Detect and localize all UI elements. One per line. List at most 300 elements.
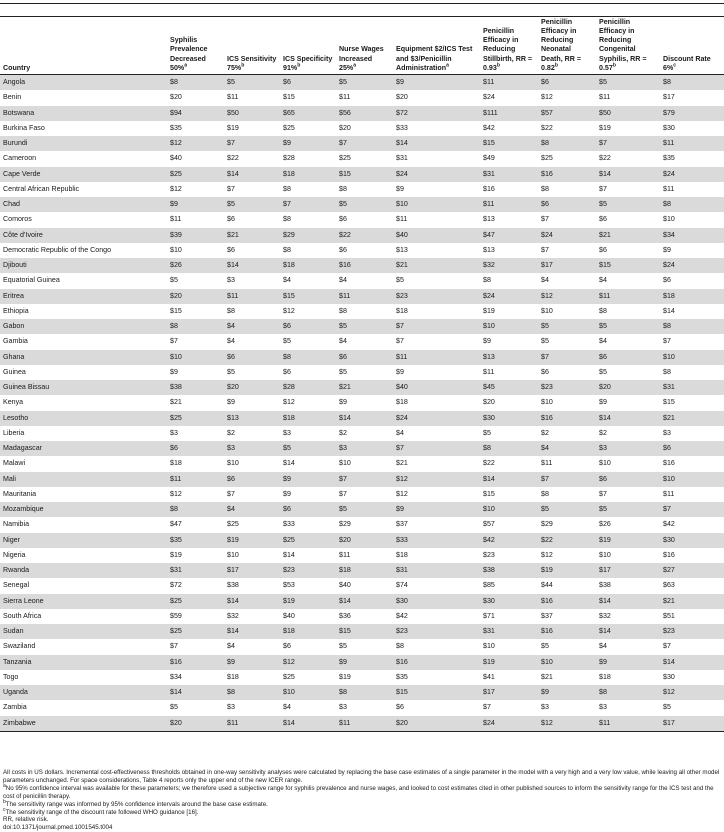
value-cell: $6 [660,441,724,456]
value-cell: $5 [280,441,336,456]
column-header: Penicillin Efficacy in Reducing Stillbirth, RR = 0.93$^b$ [480,17,538,75]
value-cell: $8 [336,685,393,700]
value-cell: $47 [167,517,224,532]
country-cell: Nigeria [0,548,167,563]
value-cell: $35 [167,533,224,548]
value-cell: $3 [596,700,660,715]
value-cell: $13 [224,411,280,426]
value-cell: $40 [167,151,224,166]
value-cell: $45 [480,380,538,395]
table-row [0,670,724,685]
value-cell: $29 [280,228,336,243]
table-row [0,380,724,395]
value-cell: $11 [393,350,480,365]
table-row [0,136,724,151]
value-cell: $11 [480,197,538,212]
value-cell: $10 [167,243,224,258]
value-cell: $16 [538,594,596,609]
value-cell: $15 [280,90,336,105]
value-cell: $5 [480,426,538,441]
value-cell: $6 [224,243,280,258]
country-cell: Equatorial Guinea [0,273,167,288]
value-cell: $11 [167,472,224,487]
value-cell: $16 [336,258,393,273]
value-cell: $23 [280,563,336,578]
value-cell: $35 [393,670,480,685]
value-cell: $26 [167,258,224,273]
table-row [0,289,724,304]
value-cell: $10 [596,456,660,471]
value-cell: $37 [538,609,596,624]
value-cell: $11 [336,90,393,105]
value-cell: $14 [660,655,724,670]
value-cell: $19 [224,121,280,136]
value-cell: $14 [336,411,393,426]
table-row [0,121,724,136]
table-row [0,624,724,639]
country-cell: Liberia [0,426,167,441]
value-cell: $24 [480,90,538,105]
value-cell: $21 [660,411,724,426]
value-cell: $8 [660,75,724,91]
value-cell: $10 [660,472,724,487]
value-cell: $5 [224,75,280,91]
value-cell: $35 [660,151,724,166]
value-cell: $5 [224,365,280,380]
value-cell: $32 [480,258,538,273]
table-row [0,472,724,487]
value-cell: $31 [480,624,538,639]
value-cell: $5 [167,700,224,715]
value-cell: $8 [336,304,393,319]
value-cell: $9 [280,487,336,502]
value-cell: $12 [167,487,224,502]
value-cell: $8 [480,441,538,456]
value-cell: $50 [224,106,280,121]
value-cell: $8 [167,502,224,517]
value-cell: $6 [336,212,393,227]
country-cell: Uganda [0,685,167,700]
value-cell: $6 [538,197,596,212]
column-header: Equipment $2/ICS Test and $3/Penicillin Administration$^a$ [393,17,480,75]
value-cell: $12 [393,487,480,502]
value-cell: $21 [538,670,596,685]
value-cell: $9 [167,365,224,380]
value-cell: $4 [224,639,280,654]
table-row [0,700,724,715]
column-header: Country [0,17,167,75]
value-cell: $18 [660,289,724,304]
value-cell: $16 [538,167,596,182]
table-row [0,304,724,319]
value-cell: $25 [280,670,336,685]
value-cell: $4 [336,334,393,349]
value-cell: $17 [596,563,660,578]
value-cell: $11 [336,716,393,732]
country-cell: Ghana [0,350,167,365]
value-cell: $18 [393,548,480,563]
value-cell: $12 [167,136,224,151]
value-cell: $9 [280,472,336,487]
value-cell: $23 [660,624,724,639]
value-cell: $23 [393,624,480,639]
value-cell: $25 [167,167,224,182]
value-cell: $8 [224,304,280,319]
value-cell: $6 [336,350,393,365]
value-cell: $4 [336,273,393,288]
value-cell: $11 [224,289,280,304]
value-cell: $10 [538,304,596,319]
value-cell: $20 [480,395,538,410]
country-cell: Gambia [0,334,167,349]
value-cell: $39 [167,228,224,243]
value-cell: $7 [336,487,393,502]
value-cell: $79 [660,106,724,121]
value-cell: $19 [224,533,280,548]
value-cell: $7 [538,243,596,258]
value-cell: $22 [480,456,538,471]
column-header: ICS Sensitivity 75%$^b$ [224,17,280,75]
value-cell: $8 [167,75,224,91]
value-cell: $5 [538,502,596,517]
value-cell: $11 [596,90,660,105]
value-cell: $44 [538,578,596,593]
value-cell: $17 [480,685,538,700]
value-cell: $8 [538,182,596,197]
table-row [0,395,724,410]
value-cell: $7 [393,319,480,334]
value-cell: $24 [480,289,538,304]
value-cell: $4 [596,273,660,288]
value-cell: $33 [280,517,336,532]
value-cell: $12 [538,289,596,304]
value-cell: $7 [224,136,280,151]
country-cell: Madagascar [0,441,167,456]
value-cell: $19 [596,533,660,548]
value-cell: $8 [596,685,660,700]
table-row [0,563,724,578]
table-row [0,90,724,105]
table-row [0,639,724,654]
value-cell: $4 [538,441,596,456]
value-cell: $28 [280,380,336,395]
value-cell: $29 [538,517,596,532]
table-row [0,517,724,532]
table-row [0,350,724,365]
table-row [0,594,724,609]
column-header: Syphilis Prevalence Decreased 50%$^a$ [167,17,224,75]
value-cell: $9 [393,75,480,91]
value-cell: $25 [280,121,336,136]
value-cell: $6 [224,350,280,365]
country-cell: Comoros [0,212,167,227]
value-cell: $21 [393,258,480,273]
country-cell: Senegal [0,578,167,593]
table-row [0,258,724,273]
value-cell: $20 [336,121,393,136]
table-row [0,548,724,563]
value-cell: $31 [167,563,224,578]
value-cell: $20 [393,716,480,732]
country-cell: Angola [0,75,167,91]
value-cell: $8 [393,639,480,654]
value-cell: $9 [538,685,596,700]
country-cell: Swaziland [0,639,167,654]
value-cell: $9 [660,243,724,258]
value-cell: $31 [660,380,724,395]
value-cell: $3 [336,700,393,715]
value-cell: $6 [596,472,660,487]
value-cell: $21 [336,380,393,395]
value-cell: $19 [167,548,224,563]
value-cell: $111 [480,106,538,121]
value-cell: $20 [167,90,224,105]
table-row [0,533,724,548]
value-cell: $5 [660,700,724,715]
value-cell: $24 [393,167,480,182]
value-cell: $74 [393,578,480,593]
value-cell: $3 [336,441,393,456]
value-cell: $31 [393,151,480,166]
value-cell: $14 [596,167,660,182]
value-cell: $11 [224,90,280,105]
value-cell: $9 [336,655,393,670]
value-cell: $5 [538,334,596,349]
value-cell: $12 [280,655,336,670]
value-cell: $38 [480,563,538,578]
table-row [0,441,724,456]
country-cell: Democratic Republic of the Congo [0,243,167,258]
value-cell: $20 [596,380,660,395]
value-cell: $8 [538,136,596,151]
value-cell: $24 [538,228,596,243]
value-cell: $15 [480,487,538,502]
table-row [0,487,724,502]
value-cell: $8 [167,319,224,334]
value-cell: $10 [480,639,538,654]
country-cell: Namibia [0,517,167,532]
value-cell: $16 [480,182,538,197]
value-cell: $22 [538,533,596,548]
value-cell: $20 [167,716,224,732]
value-cell: $10 [660,350,724,365]
value-cell: $8 [280,243,336,258]
value-cell: $6 [596,212,660,227]
value-cell: $3 [167,426,224,441]
value-cell: $9 [224,655,280,670]
value-cell: $8 [660,365,724,380]
value-cell: $18 [224,670,280,685]
value-cell: $30 [660,533,724,548]
table-row [0,655,724,670]
value-cell: $35 [167,121,224,136]
country-cell: Cape Verde [0,167,167,182]
value-cell: $11 [480,75,538,91]
value-cell: $8 [660,197,724,212]
column-header: Penicillin Efficacy in Reducing Neonatal Death, RR = 0.82$^b$ [538,17,596,75]
value-cell: $7 [538,472,596,487]
footnote-general: All costs in US dollars. Incremental cost-effectiveness thresholds obtained in one-way sensitivity analyses were calculated by replacing the base case estimates of a single parameter in the model with a very high and a very low value, while leaving all other model parameters unchanged. For space considerations, Table 4 reports only the upper end of the new ICER range. [3,769,720,784]
table-header-row [0,17,724,75]
value-cell: $17 [538,258,596,273]
value-cell: $6 [538,75,596,91]
value-cell: $9 [224,395,280,410]
column-header: Discount Rate 6%$^c$ [660,17,724,75]
value-cell: $5 [596,319,660,334]
value-cell: $24 [660,167,724,182]
value-cell: $8 [280,350,336,365]
value-cell: $14 [336,594,393,609]
value-cell: $3 [538,700,596,715]
value-cell: $14 [167,685,224,700]
value-cell: $9 [480,334,538,349]
value-cell: $30 [480,411,538,426]
value-cell: $57 [480,517,538,532]
table-row [0,334,724,349]
table-row [0,319,724,334]
value-cell: $10 [393,197,480,212]
value-cell: $14 [480,472,538,487]
value-cell: $42 [480,121,538,136]
value-cell: $24 [480,716,538,732]
value-cell: $18 [280,411,336,426]
value-cell: $12 [538,90,596,105]
value-cell: $31 [393,563,480,578]
value-cell: $7 [538,350,596,365]
value-cell: $10 [224,456,280,471]
country-cell: Tanzania [0,655,167,670]
value-cell: $6 [280,365,336,380]
value-cell: $40 [393,380,480,395]
value-cell: $20 [224,380,280,395]
value-cell: $14 [596,594,660,609]
value-cell: $7 [538,212,596,227]
value-cell: $13 [480,212,538,227]
value-cell: $15 [336,167,393,182]
value-cell: $15 [596,258,660,273]
value-cell: $5 [538,319,596,334]
country-cell: Togo [0,670,167,685]
value-cell: $24 [393,411,480,426]
value-cell: $4 [538,273,596,288]
value-cell: $7 [596,487,660,502]
value-cell: $6 [538,365,596,380]
table-row [0,456,724,471]
country-cell: Djibouti [0,258,167,273]
table-body [0,75,724,732]
top-rule [0,3,724,4]
value-cell: $4 [224,319,280,334]
value-cell: $5 [224,197,280,212]
value-cell: $18 [280,258,336,273]
value-cell: $28 [280,151,336,166]
value-cell: $4 [224,334,280,349]
value-cell: $40 [393,228,480,243]
value-cell: $12 [167,182,224,197]
value-cell: $7 [393,441,480,456]
value-cell: $85 [480,578,538,593]
country-cell: Chad [0,197,167,212]
value-cell: $20 [167,289,224,304]
value-cell: $3 [224,273,280,288]
value-cell: $32 [596,609,660,624]
country-cell: Mauritania [0,487,167,502]
value-cell: $9 [393,365,480,380]
value-cell: $36 [336,609,393,624]
value-cell: $14 [280,716,336,732]
value-cell: $25 [167,624,224,639]
value-cell: $94 [167,106,224,121]
value-cell: $10 [480,502,538,517]
country-cell: Côte d’Ivoire [0,228,167,243]
country-cell: Burkina Faso [0,121,167,136]
value-cell: $4 [393,426,480,441]
value-cell: $15 [336,624,393,639]
value-cell: $2 [224,426,280,441]
value-cell: $19 [480,304,538,319]
value-cell: $6 [280,639,336,654]
footnote-b: $^b$The sensitivity range was informed by 95% confidence intervals around the base case estimate. [3,798,268,808]
country-cell: Sierra Leone [0,594,167,609]
value-cell: $11 [336,548,393,563]
value-cell: $19 [480,655,538,670]
value-cell: $22 [224,151,280,166]
value-cell: $11 [480,365,538,380]
value-cell: $3 [224,700,280,715]
value-cell: $5 [336,319,393,334]
country-cell: Kenya [0,395,167,410]
value-cell: $16 [538,411,596,426]
value-cell: $14 [224,258,280,273]
table-footnotes [3,769,721,832]
value-cell: $18 [280,167,336,182]
column-header: ICS Specificity 91%$^b$ [280,17,336,75]
value-cell: $4 [596,334,660,349]
value-cell: $13 [480,350,538,365]
value-cell: $10 [280,685,336,700]
value-cell: $6 [224,212,280,227]
value-cell: $2 [596,426,660,441]
footnote-rr: RR, relative risk. [3,816,49,824]
value-cell: $12 [538,548,596,563]
value-cell: $8 [596,304,660,319]
value-cell: $14 [393,136,480,151]
value-cell: $17 [660,90,724,105]
value-cell: $21 [660,594,724,609]
value-cell: $3 [280,426,336,441]
value-cell: $19 [336,670,393,685]
value-cell: $18 [596,670,660,685]
value-cell: $40 [280,609,336,624]
value-cell: $56 [336,106,393,121]
value-cell: $8 [336,182,393,197]
value-cell: $25 [538,151,596,166]
value-cell: $10 [660,212,724,227]
country-cell: Guinea [0,365,167,380]
table-row [0,197,724,212]
value-cell: $20 [336,533,393,548]
value-cell: $9 [393,502,480,517]
value-cell: $14 [596,411,660,426]
value-cell: $7 [596,182,660,197]
footnote-a: $^a$No 95% confidence interval was available for these parameters; we therefore used a subjective range for syphilis prevalence and nurse wages, and looked to cost estimates cited in other published sources to inform the sensitivity range for the ICS test and the cost of penicillin therapy. [3,782,714,800]
value-cell: $14 [280,548,336,563]
value-cell: $10 [538,395,596,410]
value-cell: $11 [336,289,393,304]
value-cell: $3 [596,441,660,456]
value-cell: $9 [167,197,224,212]
table-row [0,151,724,166]
